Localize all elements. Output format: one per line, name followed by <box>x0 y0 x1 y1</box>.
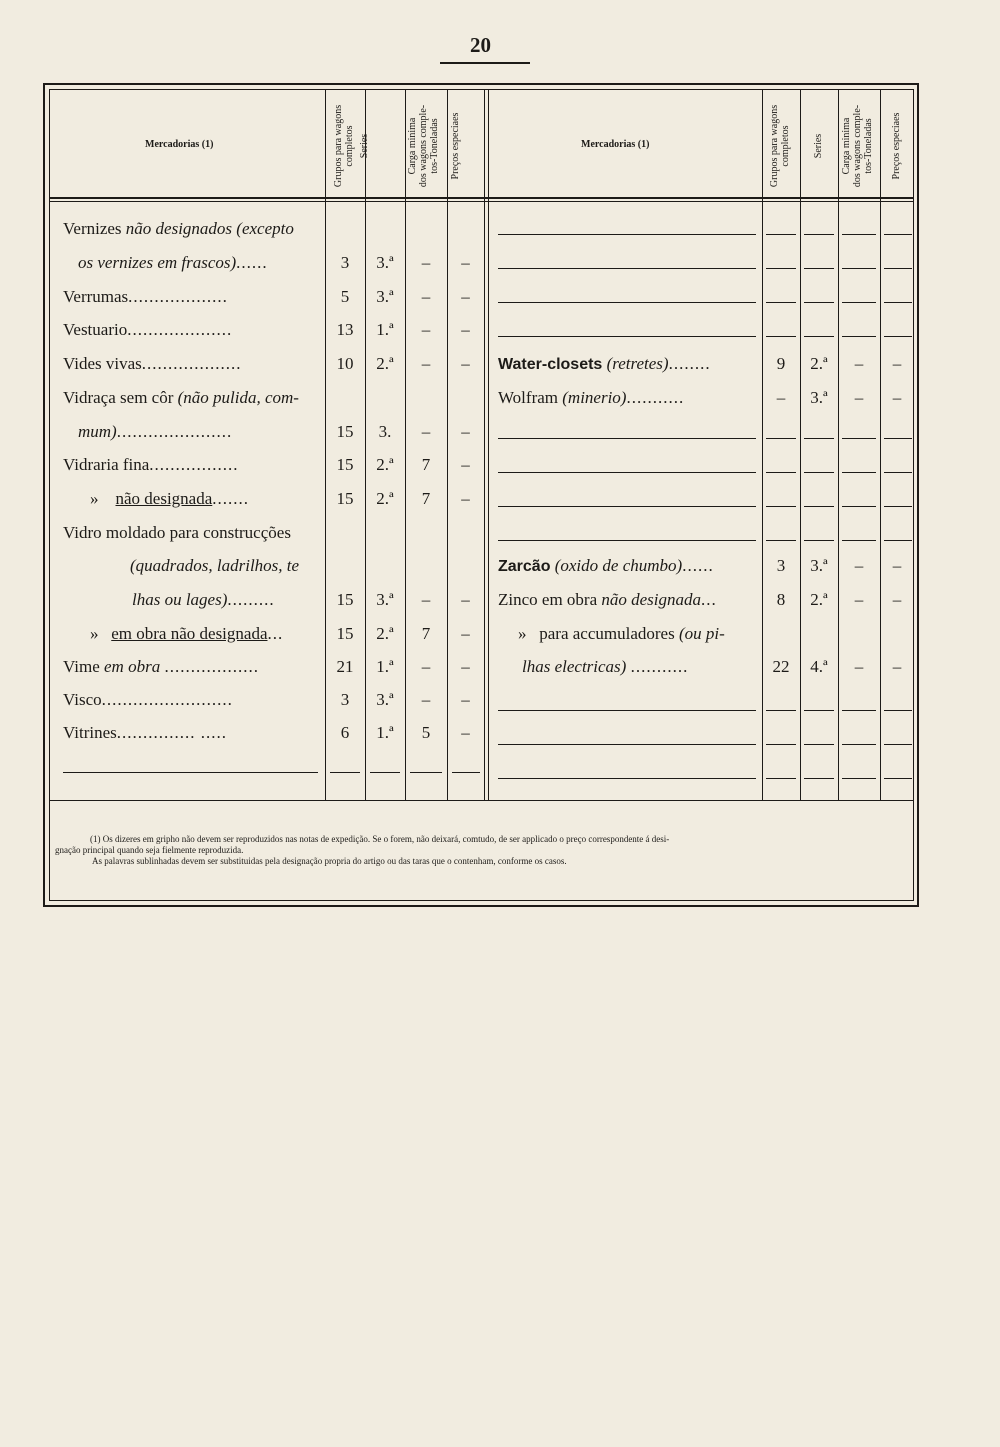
right-blank-rule-preco <box>884 778 912 779</box>
left-row-12-carga: 7 <box>421 624 431 643</box>
left-row-12-name: » em obra não designada... <box>90 624 284 643</box>
left-row-9-name: Vidro moldado para construcções <box>63 523 291 542</box>
left-row-1-serie: 3.ª <box>376 253 394 272</box>
right-blank-rule-grupo <box>766 778 796 779</box>
right-row-zinco-carga: – <box>854 590 864 609</box>
right-blank-rule-serie <box>804 540 834 541</box>
col-divider-right-series <box>800 89 801 800</box>
right-blank-rule-serie <box>804 234 834 235</box>
header-right-precos: Preços especiaes <box>891 112 902 180</box>
page-number: 20 <box>470 33 491 57</box>
left-row-3-serie: 1.ª <box>376 320 394 339</box>
left-row-14-carga: – <box>421 690 431 709</box>
right-row-electricas-grupo: 22 <box>772 657 790 676</box>
right-blank-rule-name <box>498 472 756 473</box>
left-row-1-grupo: 3 <box>340 253 350 272</box>
col-divider-right-grupos <box>762 89 763 800</box>
right-row-wolfram-carga: – <box>854 388 864 407</box>
right-blank-rule-name <box>498 268 756 269</box>
right-row-water-closets-carga: – <box>854 354 864 373</box>
right-blank-rule-preco <box>884 336 912 337</box>
right-blank-rule-serie <box>804 268 834 269</box>
left-row-13-carga: – <box>421 657 431 676</box>
right-blank-rule-preco <box>884 506 912 507</box>
col-divider-right-precos <box>880 89 881 800</box>
right-blank-rule-carga <box>842 744 876 745</box>
right-blank-rule-name <box>498 302 756 303</box>
col-divider-right-carga <box>838 89 839 800</box>
left-row-11-preco: – <box>461 590 470 609</box>
left-row-2-grupo: 5 <box>340 287 350 306</box>
right-blank-rule-serie <box>804 472 834 473</box>
right-blank-rule-name <box>498 710 756 711</box>
right-blank-rule-carga <box>842 268 876 269</box>
left-row-11-carga: – <box>421 590 431 609</box>
right-blank-rule-grupo <box>766 336 796 337</box>
header-right-carga: Carga minima dos wagons comple- tos-Toneladas <box>841 104 874 188</box>
footnote-line-1: (1) Os dizeres em gripho não devem ser reproduzidos nas notas de expedição. Se o forem, não deixará, comtudo, de ser applicado o preço correspondente á desi- <box>90 834 670 844</box>
left-row-15-name: Vitrines............... ..... <box>63 723 227 742</box>
left-row-11-name: lhas ou lages)......... <box>132 590 275 609</box>
left-row-4-preco: – <box>461 354 470 373</box>
left-end-rule-preco <box>452 772 480 773</box>
right-blank-rule-carga <box>842 302 876 303</box>
right-blank-rule-name <box>498 778 756 779</box>
left-row-12-serie: 2.ª <box>376 624 394 643</box>
left-row-8-preco: – <box>461 489 470 508</box>
left-row-7-name: Vidraria fina................. <box>63 455 239 474</box>
left-row-12-preco: – <box>461 624 470 643</box>
right-row-zinco-name: Zinco em obra não designada... <box>498 590 717 609</box>
left-row-14-grupo: 3 <box>340 690 350 709</box>
right-blank-rule-serie <box>804 778 834 779</box>
left-row-8-name: » não designada....... <box>90 489 250 508</box>
table-bottom-rule <box>49 800 914 801</box>
left-row-5-name: Vidraça sem côr (não pulida, com- <box>63 388 299 407</box>
left-row-6-grupo: 15 <box>336 422 354 441</box>
left-row-1-name: os vernizes em frascos)...... <box>78 253 268 272</box>
right-blank-rule-serie <box>804 744 834 745</box>
right-blank-rule-carga <box>842 336 876 337</box>
right-row-wolfram-serie: 3.ª <box>810 388 828 407</box>
right-row-electricas-preco: – <box>892 657 902 676</box>
right-row-zarcao-carga: – <box>854 556 864 575</box>
right-blank-rule-preco <box>884 540 912 541</box>
left-row-2-name: Verrumas................... <box>63 287 228 306</box>
right-blank-rule-preco <box>884 710 912 711</box>
left-row-13-grupo: 21 <box>336 657 354 676</box>
right-row-water-closets-grupo: 9 <box>776 354 786 373</box>
header-right-series: Series <box>813 133 824 159</box>
left-row-7-serie: 2.ª <box>376 455 394 474</box>
left-row-7-grupo: 15 <box>336 455 354 474</box>
left-row-4-name: Vides vivas................... <box>63 354 242 373</box>
right-blank-rule-carga <box>842 778 876 779</box>
right-row-accumuladores-name: » para accumuladores (ou pi- <box>518 624 725 643</box>
left-row-4-grupo: 10 <box>336 354 354 373</box>
page-number-rule <box>440 62 530 64</box>
right-blank-rule-carga <box>842 540 876 541</box>
left-row-15-serie: 1.ª <box>376 723 394 742</box>
left-row-11-serie: 3.ª <box>376 590 394 609</box>
left-row-12-grupo: 15 <box>336 624 354 643</box>
left-row-3-grupo: 13 <box>336 320 354 339</box>
left-row-14-name: Visco......................... <box>63 690 233 709</box>
left-row-15-grupo: 6 <box>340 723 350 742</box>
right-row-electricas-serie: 4.ª <box>810 657 828 676</box>
right-blank-rule-carga <box>842 234 876 235</box>
left-row-14-preco: – <box>461 690 470 709</box>
left-row-8-serie: 2.ª <box>376 489 394 508</box>
left-row-7-carga: 7 <box>421 455 431 474</box>
right-blank-rule-serie <box>804 336 834 337</box>
right-row-water-closets-serie: 2.ª <box>810 354 828 373</box>
right-blank-rule-preco <box>884 302 912 303</box>
left-row-8-grupo: 15 <box>336 489 354 508</box>
left-row-1-carga: – <box>421 253 431 272</box>
left-end-rule-carga <box>410 772 442 773</box>
right-blank-rule-preco <box>884 472 912 473</box>
left-row-3-name: Vestuario.................... <box>63 320 233 339</box>
right-blank-rule-serie <box>804 438 834 439</box>
right-blank-rule-name <box>498 234 756 235</box>
right-blank-rule-carga <box>842 710 876 711</box>
right-row-zinco-preco: – <box>892 590 902 609</box>
right-row-zarcao-preco: – <box>892 556 902 575</box>
header-left-series: Series <box>359 133 370 159</box>
footnote-line-2: gnação principal quando seja fielmente reproduzida. <box>55 845 244 855</box>
right-row-zarcao-name: Zarcão (oxido de chumbo)...... <box>498 556 714 575</box>
left-row-2-carga: – <box>421 287 431 306</box>
left-row-6-preco: – <box>461 422 470 441</box>
right-row-water-closets-preco: – <box>892 354 902 373</box>
header-left-carga: Carga minima dos wagons comple- tos-Toneladas <box>407 104 440 188</box>
right-blank-rule-name <box>498 744 756 745</box>
left-row-1-preco: – <box>461 253 470 272</box>
right-blank-rule-carga <box>842 438 876 439</box>
right-blank-rule-grupo <box>766 302 796 303</box>
right-blank-rule-grupo <box>766 710 796 711</box>
left-row-11-grupo: 15 <box>336 590 354 609</box>
left-row-7-preco: – <box>461 455 470 474</box>
footnote-line-3: As palavras sublinhadas devem ser substituidas pela designação propria do artigo ou das taras que o contenham, conforme os casos. <box>92 856 567 866</box>
left-row-10-name: (quadrados, ladrilhos, te <box>130 556 300 575</box>
header-right-mercadorias: Mercadorias (1) <box>581 139 650 150</box>
right-blank-rule-carga <box>842 472 876 473</box>
left-end-rule-grupo <box>330 772 360 773</box>
left-row-6-carga: – <box>421 422 431 441</box>
header-left-grupos: Grupos para wagons completos <box>333 104 355 188</box>
left-row-14-serie: 3.ª <box>376 690 394 709</box>
right-blank-rule-serie <box>804 710 834 711</box>
left-row-8-carga: 7 <box>421 489 431 508</box>
left-end-rule-serie <box>370 772 400 773</box>
left-row-4-carga: – <box>421 354 431 373</box>
right-blank-rule-name <box>498 540 756 541</box>
right-row-wolfram-preco: – <box>892 388 902 407</box>
left-row-6-serie: 3. <box>378 422 392 441</box>
right-row-wolfram-name: Wolfram (minerio)........... <box>498 388 685 407</box>
left-row-0-name: Vernizes não designados (excepto <box>63 219 294 238</box>
right-blank-rule-name <box>498 438 756 439</box>
left-row-2-preco: – <box>461 287 470 306</box>
left-row-15-carga: 5 <box>421 723 431 742</box>
right-row-electricas-name: lhas electricas) ........... <box>522 657 689 676</box>
right-blank-rule-grupo <box>766 234 796 235</box>
right-row-zinco-serie: 2.ª <box>810 590 828 609</box>
col-divider-middle <box>484 89 485 800</box>
right-blank-rule-carga <box>842 506 876 507</box>
right-row-zarcao-serie: 3.ª <box>810 556 828 575</box>
left-row-3-preco: – <box>461 320 470 339</box>
left-row-3-carga: – <box>421 320 431 339</box>
header-right-grupos: Grupos para wagons completos <box>769 104 791 188</box>
right-blank-rule-grupo <box>766 506 796 507</box>
left-row-2-serie: 3.ª <box>376 287 394 306</box>
right-blank-rule-name <box>498 336 756 337</box>
right-row-zarcao-grupo: 3 <box>776 556 786 575</box>
right-blank-rule-preco <box>884 268 912 269</box>
right-blank-rule-grupo <box>766 744 796 745</box>
right-blank-rule-name <box>498 506 756 507</box>
right-blank-rule-grupo <box>766 472 796 473</box>
col-divider-middle-2 <box>488 89 489 800</box>
right-blank-rule-serie <box>804 506 834 507</box>
right-row-water-closets-name: Water-closets (retretes)........ <box>498 354 711 373</box>
right-row-electricas-carga: – <box>854 657 864 676</box>
right-row-wolfram-grupo: – <box>776 388 786 407</box>
left-row-6-name: mum)...................... <box>78 422 233 441</box>
left-row-15-preco: – <box>461 723 470 742</box>
right-blank-rule-preco <box>884 744 912 745</box>
left-row-13-name: Vime em obra .................. <box>63 657 259 676</box>
left-row-4-serie: 2.ª <box>376 354 394 373</box>
right-blank-rule-grupo <box>766 268 796 269</box>
right-row-zinco-grupo: 8 <box>776 590 786 609</box>
left-row-13-preco: – <box>461 657 470 676</box>
right-blank-rule-preco <box>884 438 912 439</box>
right-blank-rule-grupo <box>766 540 796 541</box>
left-row-13-serie: 1.ª <box>376 657 394 676</box>
right-blank-rule-preco <box>884 234 912 235</box>
left-end-rule <box>63 772 318 773</box>
right-blank-rule-grupo <box>766 438 796 439</box>
header-left-precos: Preços especiaes <box>450 112 461 180</box>
header-left-mercadorias: Mercadorias (1) <box>145 139 214 150</box>
right-blank-rule-serie <box>804 302 834 303</box>
